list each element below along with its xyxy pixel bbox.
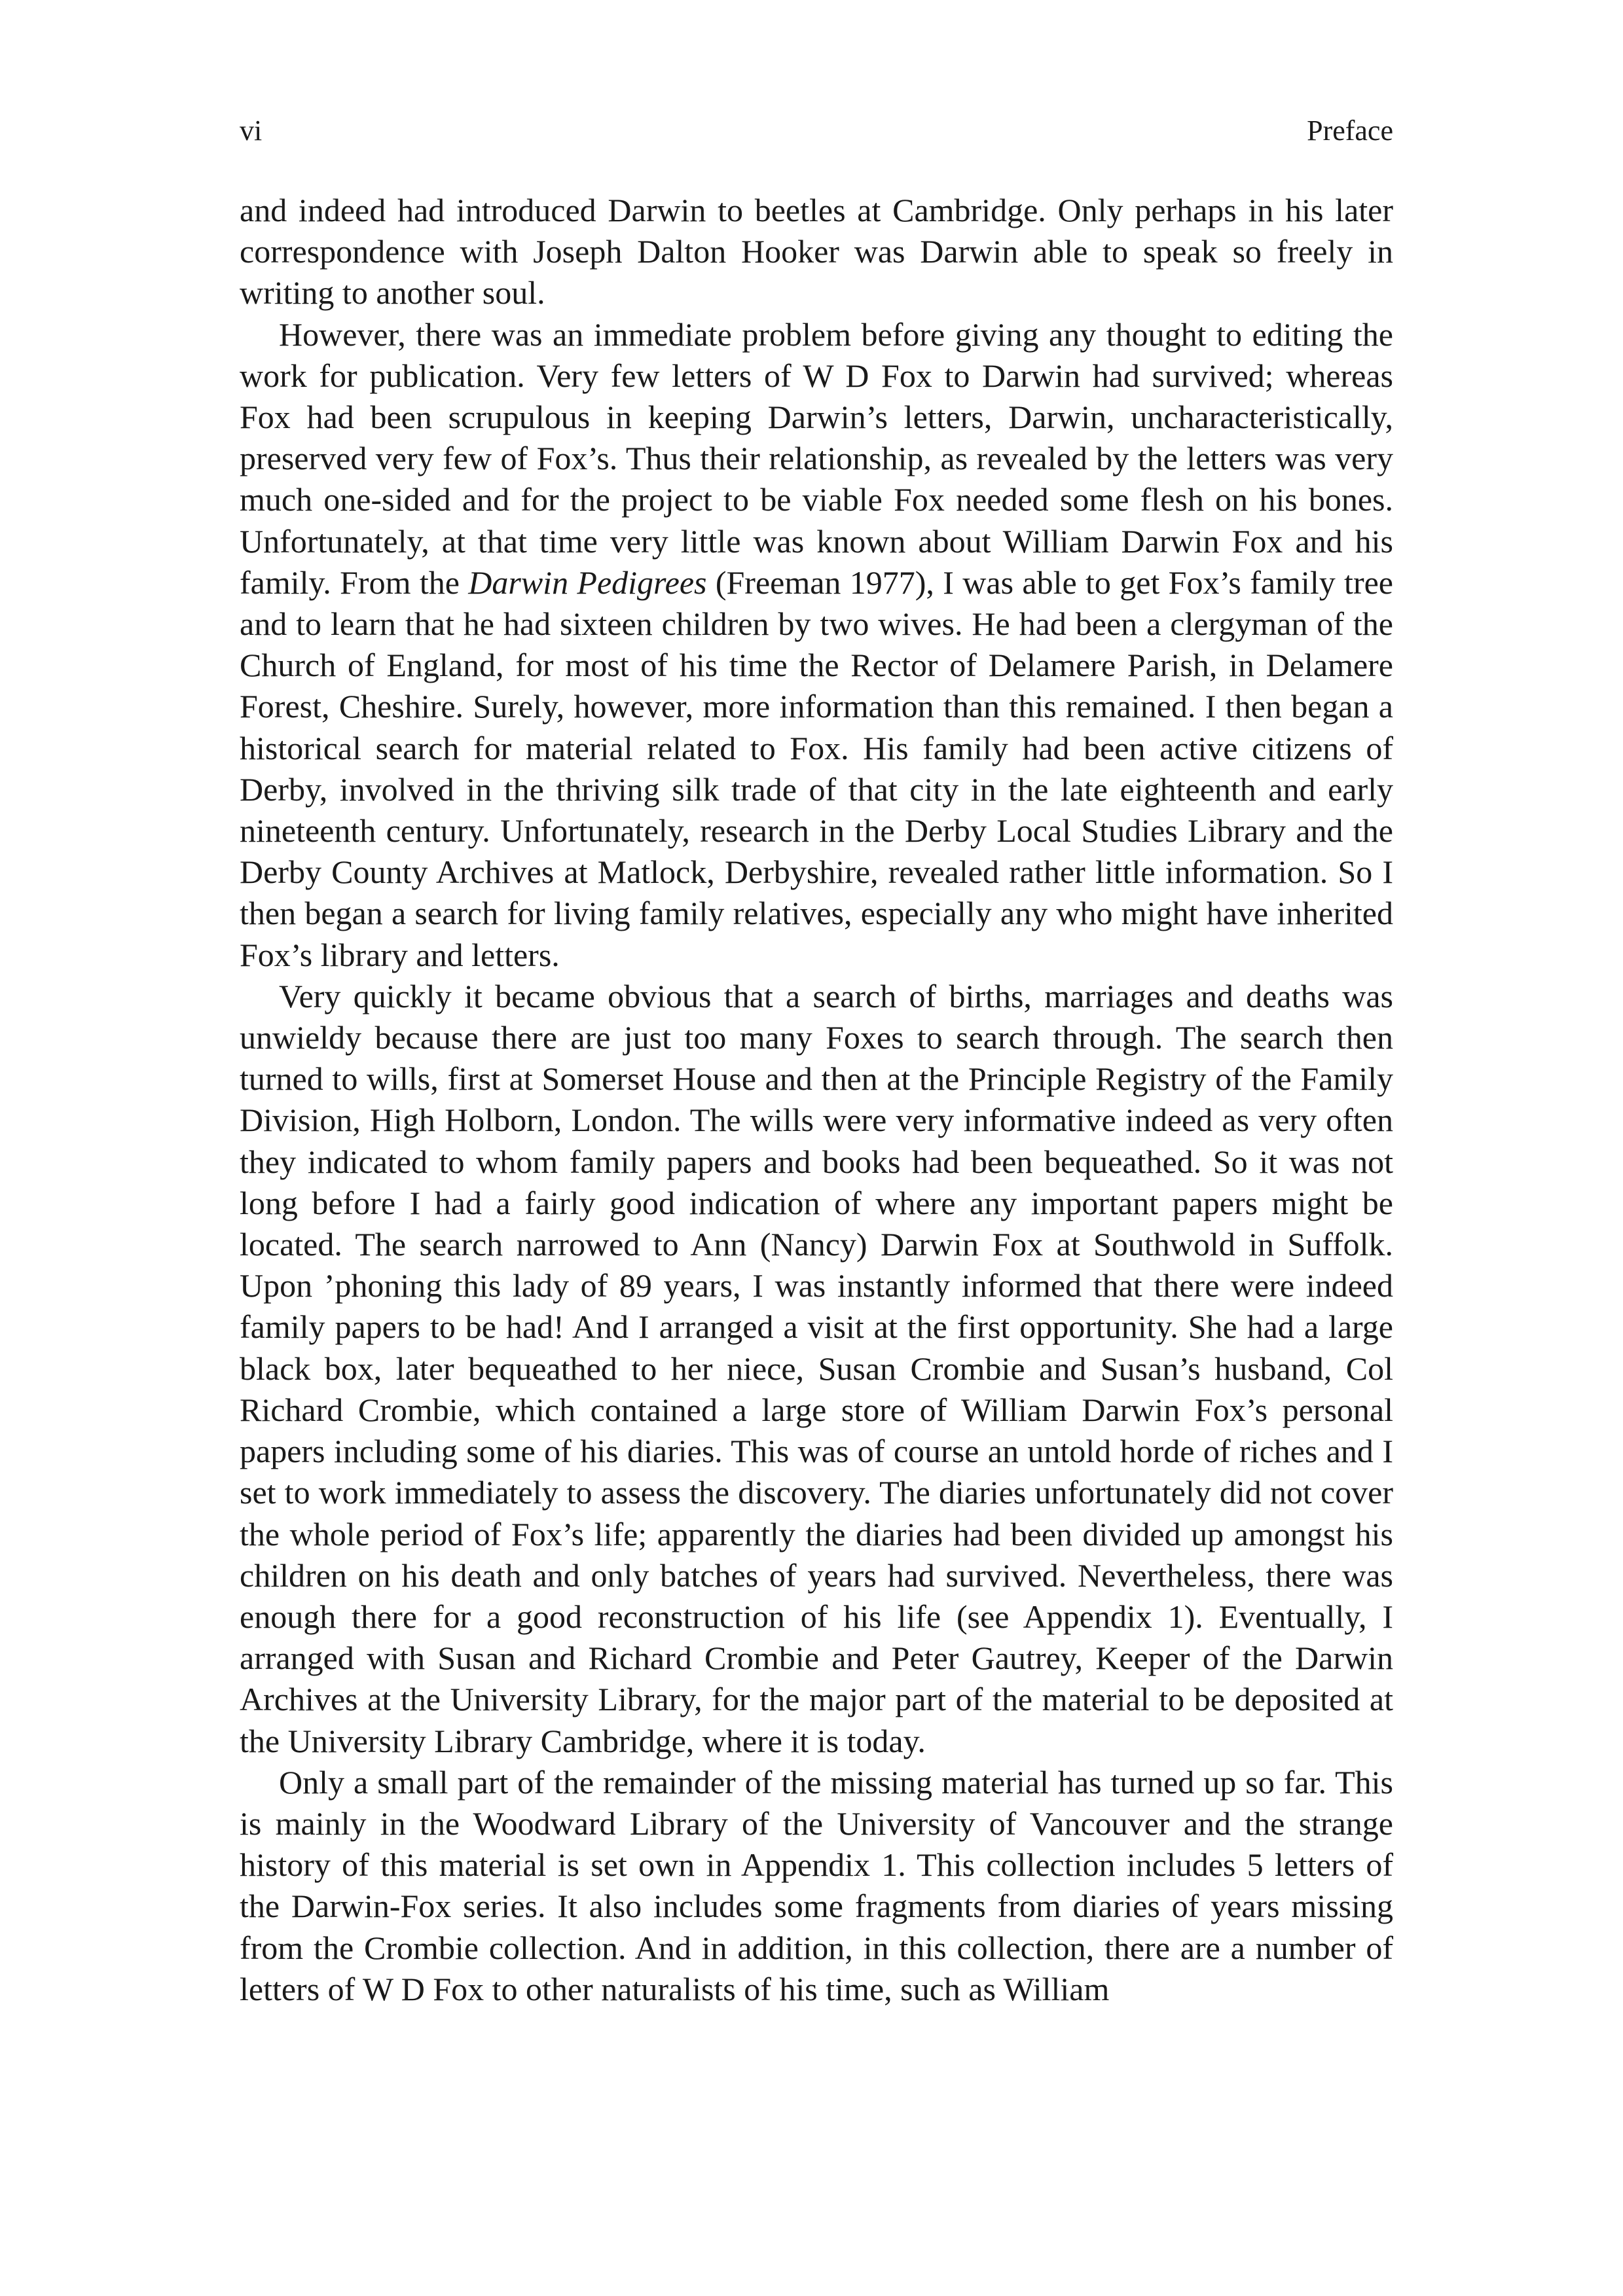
body-text (240, 190, 1393, 2010)
page-number: vi (240, 115, 263, 147)
book-title-darwin-pedigrees: Darwin Pedigrees (468, 564, 707, 601)
paragraph-2-text-b: (Freeman 1977), I was able to get Fox’s family tree and to learn that he had sixteen children by two wives. He had been a clergyman of the Church of England, for most of his time the Rector of Delamere Parish, in Delamere Forest, Cheshire. Surely, however, more information than this remained. I then began a historical search for material related to Fox. His family had been active citizens of Derby, involved in the thriving silk trade of that city in the late eighteenth and early nineteenth century. Unfortunately, research in the Derby Local Studies Library and the Derby County Archives at Matlock, Derbyshire, revealed rather little information. So I then began a search for living family relatives, especially any who might have inherited Fox’s library and letters. (240, 564, 1393, 973)
paragraph-4: Only a small part of the remainder of the missing material has turned up so far. This is mainly in the Woodward Library of the University of Vancouver and the strange history of this material is set own in Appendix 1. This collection includes 5 letters of the Darwin-Fox series. It also includes some fragments from diaries of years missing from the Crombie collection. And in addition, in this collection, there are a number of letters of W D Fox to other naturalists of his time, such as William (240, 1763, 1393, 2007)
paragraph-2 (240, 314, 1393, 976)
running-head (240, 111, 1393, 151)
paragraph-2-text-a: However, there was an immediate problem before giving any thought to editing the work for publication. Very few letters of W D Fox to Darwin had survived; whereas Fox had been scrupulous in keeping Darwin’s letters, Darwin, uncharacteristically, preserved very few of Fox’s. Thus their relationship, as revealed by the letters was very much one-sided and for the project to be viable Fox needed some flesh on his bones. Unfortunately, at that time very little was known about William Darwin Fox and his family. From the (240, 315, 1393, 601)
paragraph-3: Very quickly it became obvious that a search of births, marriages and deaths was unwieldy because there are just too many Foxes to search through. The search then turned to wills, first at Somerset House and then at the Principle Registry of the Family Division, High Holborn, London. The wills were very informative indeed as very often they indicated to whom family papers and books had been bequeathed. So it was not long before I had a fairly good indication of where any important papers might be located. The search narrowed to Ann (Nancy) Darwin Fox at Southwold in Suffolk. Upon ’phoning this lady of 89 years, I was instantly informed that there were indeed family papers to be had! And I arranged a visit at the first opportunity. She had a large black box, later bequeathed to her niece, Susan Crombie and Susan’s husband, Col Richard Crombie, which contained a large store of William Darwin Fox’s personal papers including some of his diaries. This was of course an untold horde of riches and I set to work immediately to assess the discovery. The diaries unfortunately did not cover the whole period of Fox’s life; apparently the diaries had been divided up amongst his children on his death and only batches of years had survived. Nevertheless, there was enough there for a good reconstruction of his life (see Appendix 1). Eventually, I arranged with Susan and Richard Crombie and Peter Gautrey, Keeper of the Darwin Archives at the University Library, for the major part of the material to be deposited at the University Library Cambridge, where it is today. (240, 977, 1393, 1759)
paragraph-1: and indeed had introduced Darwin to beetles at Cambridge. Only perhaps in his later correspondence with Joseph Dalton Hooker was Darwin able to speak so freely in writing to another soul. (240, 192, 1393, 312)
section-title: Preface (1307, 115, 1393, 147)
